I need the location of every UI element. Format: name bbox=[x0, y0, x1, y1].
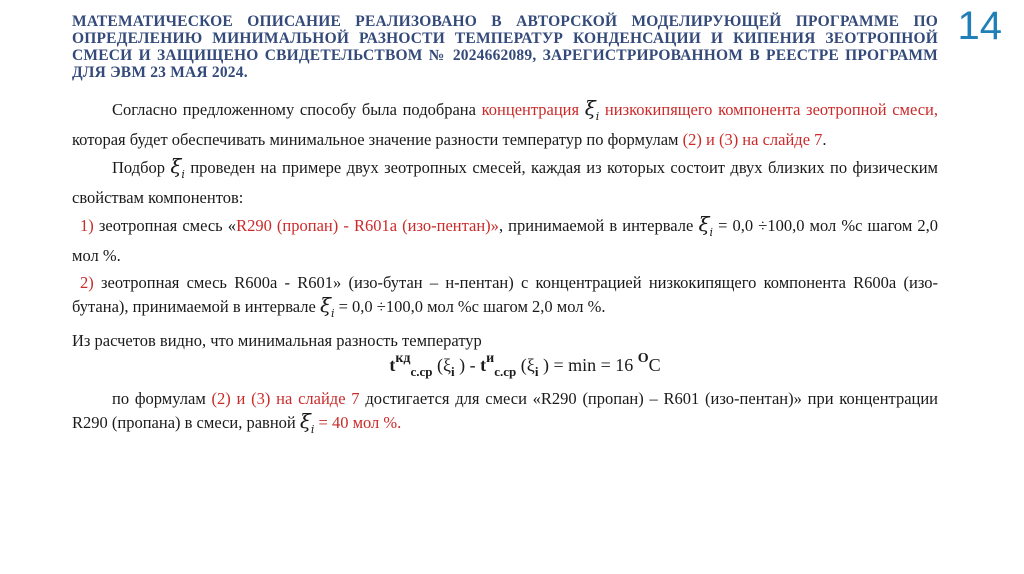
slide-body bbox=[72, 97, 938, 445]
paragraph-concentration bbox=[72, 97, 938, 151]
p2-text-a: Подбор bbox=[112, 158, 165, 177]
p4-text-c: достигается для смеси «R290 (пропан) – R601 (изо-пентан)» при концентрации R290 (пропана) в смеси, равной bbox=[72, 389, 939, 432]
formula-close-2: ) bbox=[542, 355, 549, 375]
p1-term-component: низкокипящего компонента зеотропной смеси, bbox=[604, 100, 939, 119]
formula-rhs: = min = 16 bbox=[553, 355, 634, 375]
formula-arg-1: (ξ bbox=[437, 355, 452, 375]
item2-text-a: зеотропная смесь R600a - R601» (изо-бутан – н-пентан) с концентрацией низкокипящего компонента R600a (изо- бутана), принимаемой в интервале bbox=[72, 273, 938, 316]
paragraph-conclusion bbox=[72, 387, 938, 441]
p1-period: . bbox=[822, 130, 827, 149]
list-item-1 bbox=[72, 213, 938, 267]
formula-degree: O bbox=[637, 351, 649, 366]
formula-sup-i: и bbox=[486, 351, 495, 366]
item1-range: = 0,0 ÷100,0 мол %с шагом 2,0 мол %. bbox=[72, 216, 939, 265]
formula-t2: t bbox=[480, 355, 487, 375]
p2-text-b: проведен на примере двух зеотропных смесей, каждая из которых состоит двух близких по физическим свойствам компонентов: bbox=[72, 158, 938, 207]
slide-number: 14 bbox=[957, 4, 1002, 48]
paragraph-selection bbox=[72, 155, 938, 209]
item1-number: 1) bbox=[80, 216, 94, 235]
xi-symbol: $\xi_i$ bbox=[170, 154, 185, 181]
formula-close-1: ) bbox=[459, 355, 466, 375]
p4-text-a: по формулам bbox=[112, 389, 206, 408]
xi-symbol: $\xi_i$ bbox=[584, 96, 600, 123]
item1-text-a: зеотропная смесь « bbox=[98, 216, 237, 235]
item1-mixture: R290 (пропан) - R601a (изо-пентан)» bbox=[236, 216, 499, 235]
formula-sup-kd: кд bbox=[395, 351, 411, 366]
slide-heading: МАТЕМАТИЧЕСКОЕ ОПИСАНИЕ РЕАЛИЗОВАНО В АВТОРСКОЙ МОДЕЛИРУЮЩЕЙ ПРОГРАММЕ ПО ОПРЕДЕЛЕНИЮ МИНИМАЛЬНОЙ РАЗНОСТИ ТЕМПЕРАТУР КОНДЕНСАЦИИ И КИПЕНИЯ ЗЕОТРОПНОЙ СМЕСИ И ЗАЩИЩЕНО СВИДЕТЕЛЬСТВОМ № 2024662089, ЗАРЕГИСТРИРОВАННОМ В РЕЕСТРЕ ПРОГРАММ ДЛЯ ЭВМ 23 МАЯ 2024. bbox=[72, 13, 938, 81]
formula-arg-index-1: i bbox=[451, 364, 455, 379]
p1-text-d: которая будет обеспечивать минимальное значение разности температур по формулам bbox=[72, 130, 679, 149]
item2-range: = 0,0 ÷100,0 мол %с шагом 2,0 мол %. bbox=[338, 297, 606, 316]
formula-sub-2: с.ср bbox=[494, 364, 517, 379]
xi-symbol: $\xi_i$ bbox=[299, 409, 315, 436]
formula-t1: t bbox=[389, 355, 396, 375]
xi-symbol: $\xi_i$ bbox=[698, 212, 713, 239]
list-item-2 bbox=[72, 271, 938, 325]
item2-number: 2) bbox=[80, 273, 94, 292]
formula-arg-2: (ξ bbox=[520, 355, 535, 375]
temperature-difference-formula bbox=[72, 352, 938, 381]
formula-unit: C bbox=[648, 355, 661, 375]
p4-formula-ref: (2) и (3) на слайде 7 bbox=[211, 389, 360, 408]
p1-text-a: Согласно предложенному способу была подобрана bbox=[112, 100, 476, 119]
item1-text-c: , принимаемой в интервале bbox=[498, 216, 694, 235]
xi-symbol: $\xi_i$ bbox=[319, 293, 335, 320]
formula-minus: - bbox=[469, 355, 476, 375]
p1-formula-ref: (2) и (3) на слайде 7 bbox=[682, 130, 823, 149]
formula-sub-1: с.ср bbox=[410, 364, 433, 379]
p1-term-concentration: концентрация bbox=[481, 100, 580, 119]
paragraph-result-intro: Из расчетов видно, что минимальная разность температур bbox=[72, 331, 482, 350]
p4-value: = 40 мол %. bbox=[318, 413, 402, 432]
formula-arg-index-2: i bbox=[534, 364, 539, 379]
